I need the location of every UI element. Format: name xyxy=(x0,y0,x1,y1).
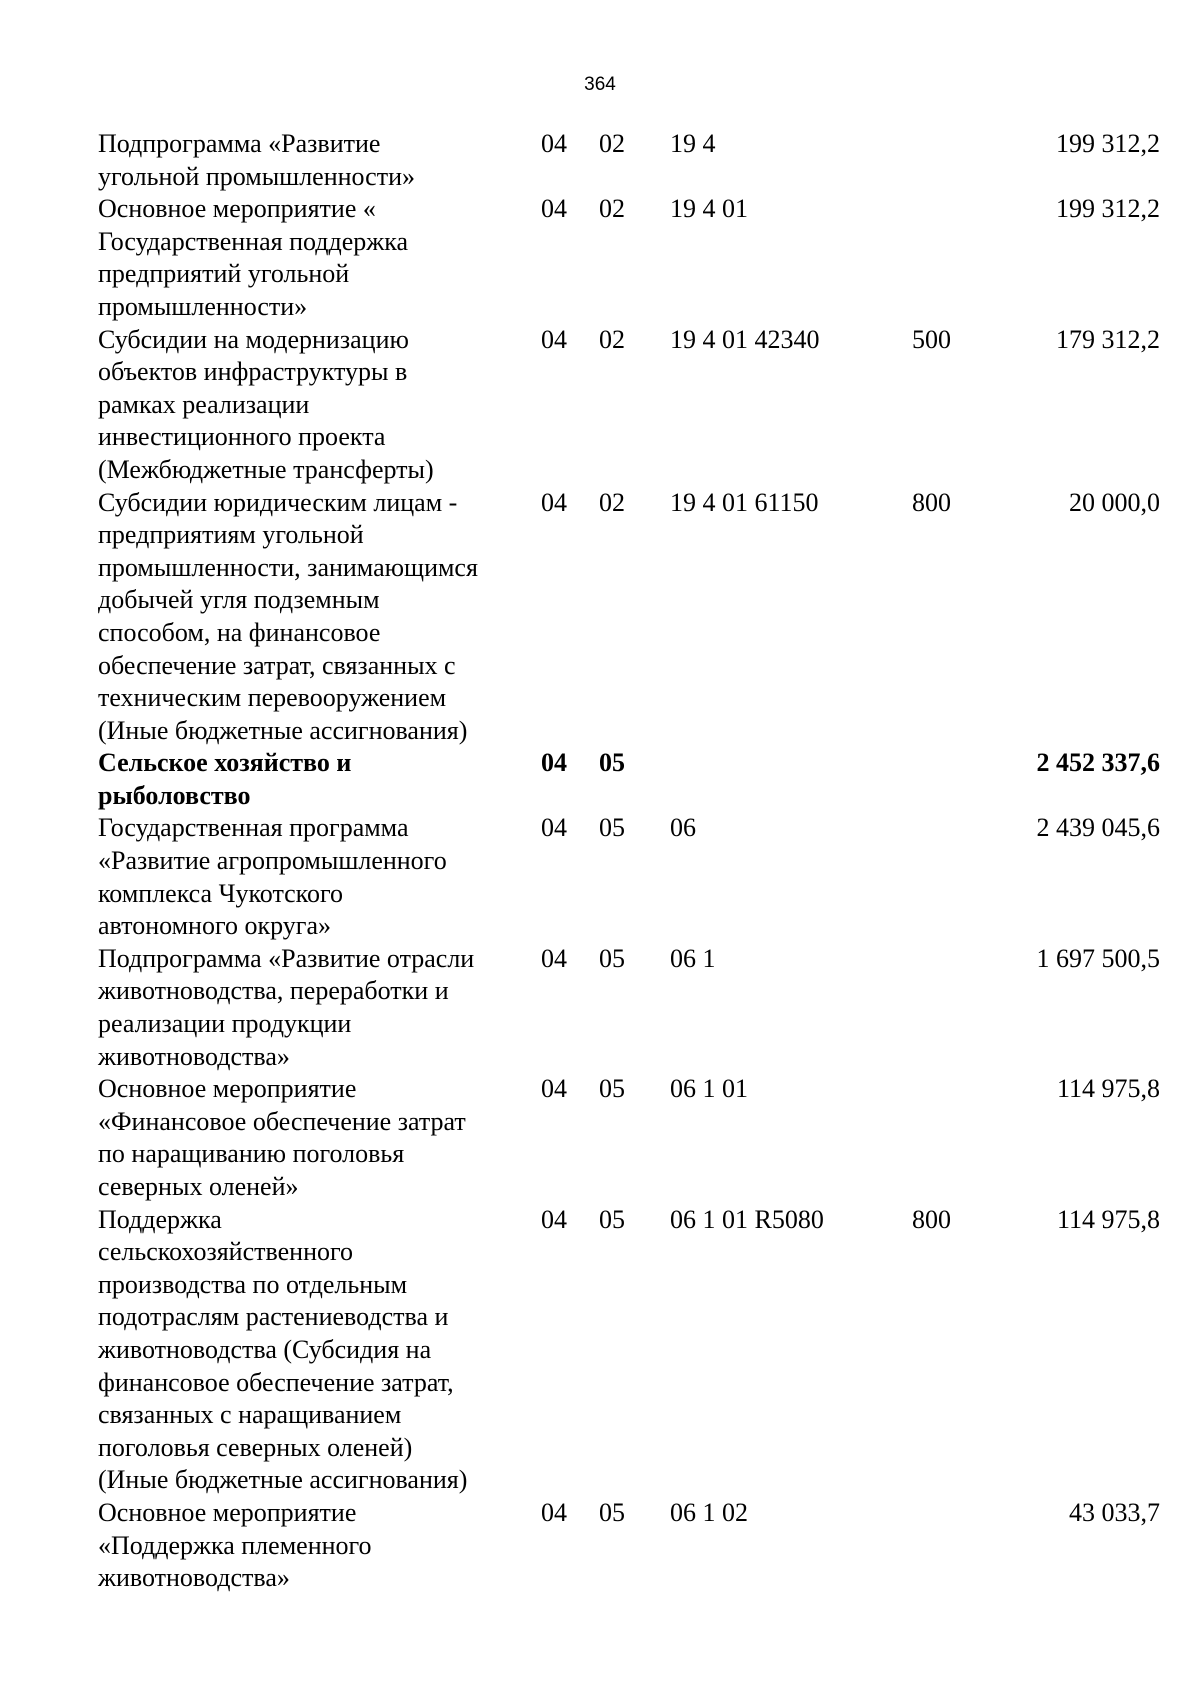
amount-value: 20 000,0 xyxy=(1069,487,1160,517)
row-name-line: угольной промышленности» xyxy=(98,161,416,191)
row-name-line: (Иные бюджетные ассигнования) xyxy=(98,715,468,745)
row-name-line: животноводства» xyxy=(98,1041,290,1071)
table-row xyxy=(98,1497,1160,1595)
row-name-line: предприятий угольной xyxy=(98,259,350,289)
row-name-line: Основное мероприятие xyxy=(98,1497,357,1527)
row-name xyxy=(98,128,518,193)
row-name-line: Подпрограмма «Развитие отрасли xyxy=(98,943,475,973)
expense-type-code: 800 xyxy=(912,1204,951,1234)
row-name-line: финансовое обеспечение затрат, xyxy=(98,1367,454,1397)
row-name-line: автономного округа» xyxy=(98,911,331,941)
amount-value: 114 975,8 xyxy=(1056,1204,1160,1234)
row-name-line: животноводства (Субсидия на xyxy=(98,1334,432,1364)
page-number: 364 xyxy=(584,74,616,95)
section-code: 04 xyxy=(541,1497,567,1527)
subsection-code: 05 xyxy=(599,1497,625,1527)
row-name-line: Основное мероприятие « xyxy=(98,194,376,224)
row-name-line: «Поддержка племенного xyxy=(98,1530,372,1560)
target-article-code: 06 1 02 xyxy=(670,1497,748,1527)
amount-value: 1 697 500,5 xyxy=(1036,943,1160,973)
section-code: 04 xyxy=(541,748,567,778)
subsection-code: 05 xyxy=(599,943,625,973)
subsection-code: 02 xyxy=(599,129,625,158)
subsection-code: 05 xyxy=(599,748,625,778)
row-name-line: добычей угля подземным xyxy=(98,585,380,615)
row-name-line: промышленности, занимающимся xyxy=(98,552,478,582)
row-name xyxy=(98,1204,518,1497)
row-name-line: Сельское хозяйство и xyxy=(98,748,352,778)
row-name xyxy=(98,193,518,323)
table-row xyxy=(98,1204,1160,1497)
subsection-code: 02 xyxy=(599,324,625,354)
subsection-code: 05 xyxy=(599,1074,625,1104)
row-name xyxy=(98,1073,518,1203)
target-article-code: 06 1 01 R5080 xyxy=(670,1204,824,1234)
table-row xyxy=(98,193,1160,323)
row-name xyxy=(98,943,518,1073)
row-name-line: предприятиям угольной xyxy=(98,520,364,550)
row-name-line: Государственная программа xyxy=(98,813,409,843)
row-name-line: Поддержка xyxy=(98,1204,222,1234)
row-name-line: инвестиционного проекта xyxy=(98,422,386,452)
target-article-code: 06 1 01 xyxy=(670,1074,748,1104)
row-name xyxy=(98,747,518,812)
amount-value: 199 312,2 xyxy=(1056,129,1160,158)
section-code: 04 xyxy=(541,129,567,158)
table-row xyxy=(98,324,1160,487)
row-name-line: подотраслям растениеводства и xyxy=(98,1302,449,1332)
row-name-line: Субсидии на модернизацию xyxy=(98,324,409,354)
row-name-line: животноводства, переработки и xyxy=(98,976,449,1006)
row-name-line: «Развитие агропромышленного xyxy=(98,846,447,876)
table-row xyxy=(98,943,1160,1073)
expense-type-code: 800 xyxy=(912,487,951,517)
row-name xyxy=(98,812,518,942)
row-name-line: Основное мероприятие xyxy=(98,1074,357,1104)
amount-value: 2 439 045,6 xyxy=(1036,813,1160,843)
row-name-line: связанных с наращиванием xyxy=(98,1400,402,1430)
expense-type-code: 500 xyxy=(912,324,951,354)
subsection-code: 05 xyxy=(599,813,625,843)
row-name-line: «Финансовое обеспечение затрат xyxy=(98,1106,466,1136)
row-name-line: поголовья северных оленей) xyxy=(98,1432,413,1462)
target-article-code: 19 4 01 xyxy=(670,194,748,224)
section-code: 04 xyxy=(541,943,567,973)
row-name-line: сельскохозяйственного xyxy=(98,1237,353,1267)
subsection-code: 02 xyxy=(599,487,625,517)
row-name-line: объектов инфраструктуры в xyxy=(98,357,408,387)
target-article-code: 06 xyxy=(670,813,696,843)
row-name-line: производства по отдельным xyxy=(98,1269,408,1299)
section-code: 04 xyxy=(541,813,567,843)
section-code: 04 xyxy=(541,1204,567,1234)
row-name-line: рыболовство xyxy=(98,780,251,810)
row-name-line: северных оленей» xyxy=(98,1172,299,1201)
subsection-code: 05 xyxy=(599,1204,625,1234)
row-name-line: обеспечение затрат, связанных с xyxy=(98,650,456,680)
row-name-line: техническим перевооружением xyxy=(98,683,447,713)
row-name-line: животноводства» xyxy=(98,1563,290,1593)
budget-table xyxy=(98,128,1160,1595)
table-row xyxy=(98,487,1160,748)
row-name xyxy=(98,487,518,748)
section-code: 04 xyxy=(541,1074,567,1104)
amount-value: 114 975,8 xyxy=(1056,1074,1160,1104)
amount-value: 179 312,2 xyxy=(1056,324,1160,354)
row-name-line: по наращиванию поголовья xyxy=(98,1139,405,1169)
section-row xyxy=(98,747,1160,812)
target-article-code: 06 1 xyxy=(670,943,716,973)
table-row xyxy=(98,1073,1160,1203)
table-row xyxy=(98,128,1160,193)
row-name-line: реализации продукции xyxy=(98,1009,352,1039)
table-row xyxy=(98,812,1160,942)
amount-value: 2 452 337,6 xyxy=(1036,748,1160,778)
row-name-line: рамках реализации xyxy=(98,389,310,419)
row-name-line: промышленности» xyxy=(98,291,308,321)
section-code: 04 xyxy=(541,487,567,517)
row-name-line: комплекса Чукотского xyxy=(98,878,343,908)
section-code: 04 xyxy=(541,194,567,224)
row-name xyxy=(98,324,518,487)
row-name-line: (Межбюджетные трансферты) xyxy=(98,454,434,484)
subsection-code: 02 xyxy=(599,194,625,224)
row-name-line: способом, на финансовое xyxy=(98,617,381,647)
amount-value: 43 033,7 xyxy=(1069,1497,1160,1527)
row-name xyxy=(98,1497,518,1595)
section-code: 04 xyxy=(541,324,567,354)
target-article-code: 19 4 xyxy=(670,129,716,158)
row-name-line: Субсидии юридическим лицам - xyxy=(98,487,458,517)
target-article-code: 19 4 01 42340 xyxy=(670,324,820,354)
row-name-line: (Иные бюджетные ассигнования) xyxy=(98,1465,468,1495)
row-name-line: Подпрограмма «Развитие xyxy=(98,129,381,158)
amount-value: 199 312,2 xyxy=(1056,194,1160,224)
row-name-line: Государственная поддержка xyxy=(98,226,409,256)
target-article-code: 19 4 01 61150 xyxy=(670,487,819,517)
